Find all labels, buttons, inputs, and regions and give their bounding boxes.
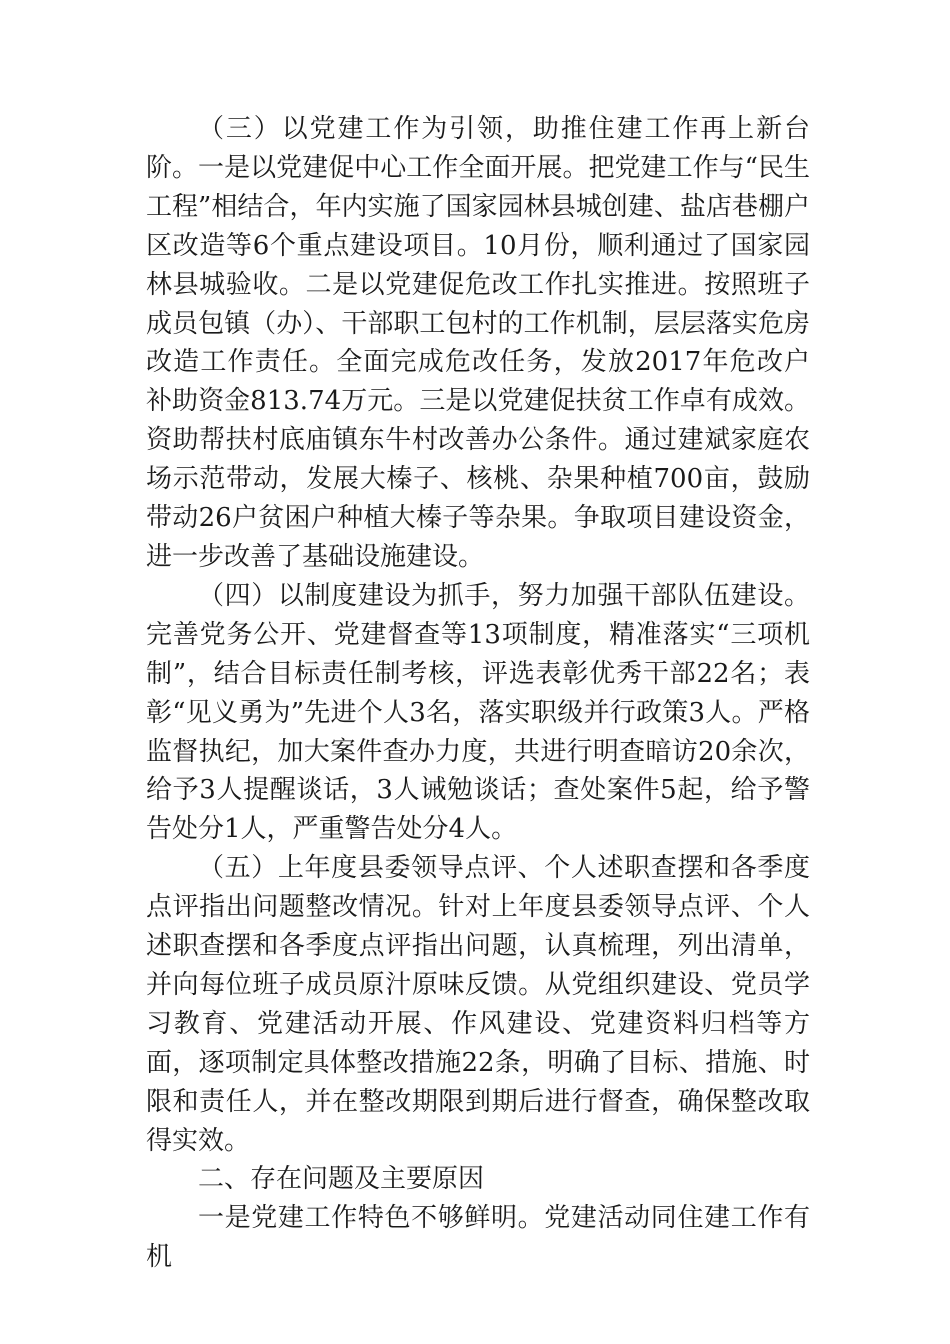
document-body: [146, 110, 810, 1277]
section-heading-problems: 二、存在问题及主要原因: [198, 1164, 485, 1195]
paragraph-section-three: （三）以党建工作为引领，助推住建工作再上新台阶。一是以党建促中心工作全面开展。把党建工作与“民生工程”相结合，年内实施了国家园林县城创建、盐店巷棚户区改造等6个重点建设项目。10月份，顺利通过了国家园林县城验收。二是以党建促危改工作扎实推进。按照班子成员包镇（办）、干部职工包村的工作机制，层层落实危房改造工作责任。全面完成危改任务，发放2017年危改户补助资金813.74万元。三是以党建促扶贫工作卓有成效。资助帮扶村底庙镇东牛村改善办公条件。通过建斌家庭农场示范带动，发展大榛子、核桃、杂果种植700亩，鼓励带动26户贫困户种植大榛子等杂果。争取项目建设资金，进一步改善了基础设施建设。: [146, 114, 810, 572]
paragraph-problem-one: 一是党建工作特色不够鲜明。党建活动同住建工作有机: [146, 1203, 810, 1273]
paragraph-section-five: （五）上年度县委领导点评、个人述职查摆和各季度点评指出问题整改情况。针对上年度县委领导点评、个人述职查摆和各季度点评指出问题，认真梳理，列出清单，并向每位班子成员原汁原味反馈。从党组织建设、党员学习教育、党建活动开展、作风建设、党建资料归档等方面，逐项制定具体整改措施22条，明确了目标、措施、时限和责任人，并在整改期限到期后进行督查，确保整改取得实效。: [146, 853, 810, 1156]
paragraph-section-four: （四）以制度建设为抓手，努力加强干部队伍建设。完善党务公开、党建督查等13项制度，精准落实“三项机制”，结合目标责任制考核，评选表彰优秀干部22名；表彰“见义勇为”先进个人3名，落实职级并行政策3人。严格监督执纪，加大案件查办力度，共进行明查暗访20余次，给予3人提醒谈话，3人诫勉谈话；查处案件5起，给予警告处分1人，严重警告处分4人。: [146, 580, 810, 845]
